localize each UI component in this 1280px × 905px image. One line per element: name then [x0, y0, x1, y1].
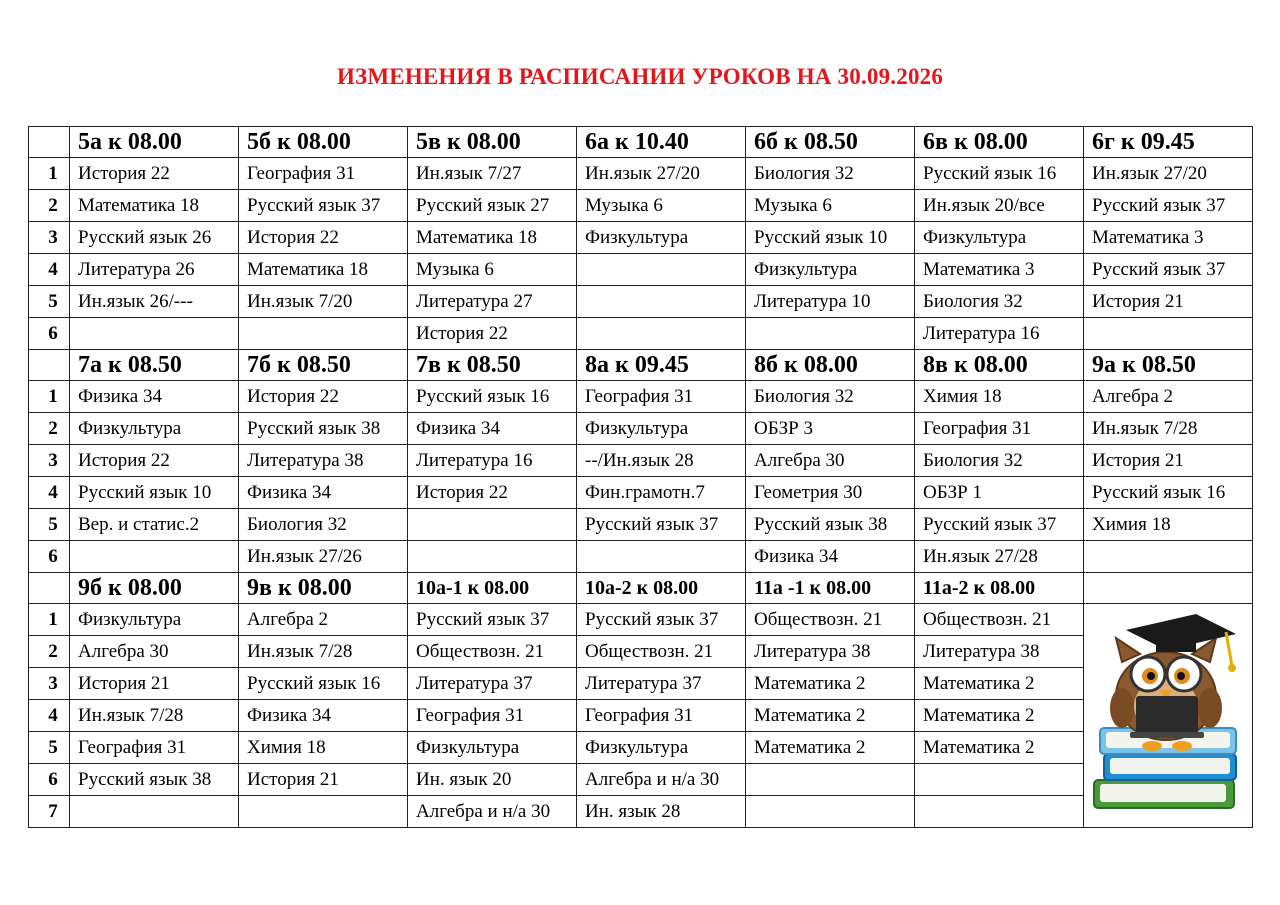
lesson-cell: [408, 541, 577, 573]
lesson-cell: Русский язык 37: [408, 604, 577, 636]
lesson-cell: Физкультура: [746, 254, 915, 286]
lesson-number: 2: [29, 413, 70, 445]
illustration-cell: [1084, 604, 1253, 828]
lesson-number: 2: [29, 636, 70, 668]
lesson-cell: Биология 32: [746, 381, 915, 413]
lesson-row: [29, 541, 1253, 573]
lesson-cell: Алгебра 30: [70, 636, 239, 668]
lesson-number: 2: [29, 190, 70, 222]
lesson-cell: ОБЗР 1: [915, 477, 1084, 509]
lesson-cell: Математика 18: [239, 254, 408, 286]
lesson-cell: История 22: [70, 445, 239, 477]
class-header-row: [29, 127, 1253, 158]
lesson-cell: Русский язык 16: [1084, 477, 1253, 509]
lesson-cell: География 31: [408, 700, 577, 732]
lesson-cell: История 21: [70, 668, 239, 700]
lesson-cell: Литература 27: [408, 286, 577, 318]
lesson-cell: Геометрия 30: [746, 477, 915, 509]
lesson-cell: Ин.язык 27/28: [915, 541, 1084, 573]
lesson-row: [29, 764, 1253, 796]
lesson-cell: Физкультура: [70, 604, 239, 636]
lesson-cell: Русский язык 37: [239, 190, 408, 222]
lesson-cell: [70, 541, 239, 573]
lesson-number: 3: [29, 222, 70, 254]
lesson-cell: --/Ин.язык 28: [577, 445, 746, 477]
lesson-cell: История 22: [408, 477, 577, 509]
lesson-cell: Математика 2: [915, 668, 1084, 700]
class-header: 10а-2 к 08.00: [577, 573, 746, 604]
corner-cell: [29, 573, 70, 604]
lesson-cell: Вер. и статис.2: [70, 509, 239, 541]
lesson-cell: Русский язык 16: [915, 158, 1084, 190]
lesson-row: [29, 222, 1253, 254]
class-header: 11а-2 к 08.00: [915, 573, 1084, 604]
lesson-cell: Алгебра и н/а 30: [408, 796, 577, 828]
lesson-cell: География 31: [577, 381, 746, 413]
lesson-cell: [1084, 318, 1253, 350]
class-header: 11а -1 к 08.00: [746, 573, 915, 604]
lesson-cell: Физика 34: [70, 381, 239, 413]
class-header: 9б к 08.00: [70, 573, 239, 604]
lesson-cell: Физкультура: [408, 732, 577, 764]
lesson-cell: Математика 2: [915, 700, 1084, 732]
lesson-row: [29, 190, 1253, 222]
lesson-cell: Физика 34: [408, 413, 577, 445]
lesson-cell: Физкультура: [915, 222, 1084, 254]
lesson-row: [29, 158, 1253, 190]
lesson-cell: История 21: [1084, 286, 1253, 318]
class-header: 6г к 09.45: [1084, 127, 1253, 158]
lesson-cell: Литература 10: [746, 286, 915, 318]
lesson-cell: Русский язык 37: [1084, 254, 1253, 286]
lesson-cell: География 31: [239, 158, 408, 190]
lesson-cell: Ин.язык 7/27: [408, 158, 577, 190]
lesson-cell: Русский язык 38: [70, 764, 239, 796]
lesson-cell: [746, 764, 915, 796]
lesson-cell: Фин.грамотн.7: [577, 477, 746, 509]
lesson-cell: Ин.язык 27/20: [577, 158, 746, 190]
lesson-cell: История 22: [239, 222, 408, 254]
lesson-cell: Физкультура: [577, 222, 746, 254]
lesson-cell: Математика 2: [915, 732, 1084, 764]
lesson-cell: [239, 796, 408, 828]
class-header: 6в к 08.00: [915, 127, 1084, 158]
lesson-cell: Математика 2: [746, 700, 915, 732]
lesson-cell: Музыка 6: [408, 254, 577, 286]
corner-cell: [29, 127, 70, 158]
lesson-cell: [577, 286, 746, 318]
lesson-cell: Алгебра 2: [1084, 381, 1253, 413]
class-header: 6б к 08.50: [746, 127, 915, 158]
lesson-number: 6: [29, 541, 70, 573]
lesson-cell: Ин.язык 7/28: [70, 700, 239, 732]
lesson-cell: [577, 541, 746, 573]
lesson-cell: Русский язык 16: [408, 381, 577, 413]
lesson-cell: Математика 18: [408, 222, 577, 254]
lesson-cell: Обществозн. 21: [408, 636, 577, 668]
lesson-row: [29, 445, 1253, 477]
lesson-number: 3: [29, 445, 70, 477]
lesson-cell: Ин.язык 7/20: [239, 286, 408, 318]
lesson-row: [29, 286, 1253, 318]
lesson-cell: Музыка 6: [577, 190, 746, 222]
lesson-cell: [70, 796, 239, 828]
lesson-cell: История 21: [1084, 445, 1253, 477]
lesson-cell: Русский язык 38: [239, 413, 408, 445]
schedule-table: [28, 126, 1253, 828]
lesson-cell: Биология 32: [915, 445, 1084, 477]
lesson-cell: История 22: [239, 381, 408, 413]
lesson-cell: История 21: [239, 764, 408, 796]
lesson-cell: Математика 18: [70, 190, 239, 222]
page-title: ИЗМЕНЕНИЯ В РАСПИСАНИИ УРОКОВ НА 30.09.2026: [336, 64, 944, 89]
lesson-cell: [239, 318, 408, 350]
lesson-cell: Физика 34: [239, 700, 408, 732]
lesson-row: [29, 318, 1253, 350]
lesson-number: 1: [29, 604, 70, 636]
lesson-cell: География 31: [70, 732, 239, 764]
lesson-cell: Ин.язык 7/28: [239, 636, 408, 668]
class-header: 6а к 10.40: [577, 127, 746, 158]
lesson-cell: Физика 34: [239, 477, 408, 509]
lesson-cell: Русский язык 37: [1084, 190, 1253, 222]
lesson-cell: [746, 796, 915, 828]
lesson-number: 4: [29, 477, 70, 509]
lesson-number: 7: [29, 796, 70, 828]
lesson-cell: Математика 2: [746, 668, 915, 700]
lesson-row: [29, 636, 1253, 668]
lesson-number: 3: [29, 668, 70, 700]
lesson-cell: Химия 18: [915, 381, 1084, 413]
lesson-row: [29, 604, 1253, 636]
lesson-cell: Русский язык 37: [915, 509, 1084, 541]
lesson-cell: Ин.язык 27/20: [1084, 158, 1253, 190]
lesson-cell: Алгебра 30: [746, 445, 915, 477]
lesson-cell: Литература 38: [746, 636, 915, 668]
lesson-cell: ОБЗР 3: [746, 413, 915, 445]
lesson-row: [29, 477, 1253, 509]
corner-cell: [29, 350, 70, 381]
lesson-row: [29, 509, 1253, 541]
lesson-cell: История 22: [70, 158, 239, 190]
lesson-cell: Литература 16: [408, 445, 577, 477]
lesson-cell: Русский язык 10: [746, 222, 915, 254]
class-header: 5б к 08.00: [239, 127, 408, 158]
class-header: 5а к 08.00: [70, 127, 239, 158]
lesson-cell: [746, 318, 915, 350]
lesson-cell: Биология 32: [239, 509, 408, 541]
lesson-number: 4: [29, 254, 70, 286]
lesson-cell: [70, 318, 239, 350]
lesson-cell: Русский язык 26: [70, 222, 239, 254]
lesson-cell: Литература 16: [915, 318, 1084, 350]
lesson-cell: Ин.язык 26/---: [70, 286, 239, 318]
lesson-cell: Математика 2: [746, 732, 915, 764]
lesson-cell: Русский язык 10: [70, 477, 239, 509]
class-header: 9а к 08.50: [1084, 350, 1253, 381]
lesson-number: 1: [29, 381, 70, 413]
class-header: 8а к 09.45: [577, 350, 746, 381]
lesson-row: [29, 732, 1253, 764]
lesson-cell: Русский язык 38: [746, 509, 915, 541]
lesson-cell: [577, 318, 746, 350]
class-header: 10а-1 к 08.00: [408, 573, 577, 604]
lesson-cell: Обществозн. 21: [577, 636, 746, 668]
lesson-cell: Математика 3: [1084, 222, 1253, 254]
lesson-cell: Русский язык 27: [408, 190, 577, 222]
lesson-cell: История 22: [408, 318, 577, 350]
lesson-number: 6: [29, 764, 70, 796]
lesson-cell: Ин. язык 28: [577, 796, 746, 828]
lesson-cell: [408, 509, 577, 541]
class-header: 7б к 08.50: [239, 350, 408, 381]
lesson-cell: Физкультура: [70, 413, 239, 445]
lesson-cell: [1084, 541, 1253, 573]
class-header-row: [29, 573, 1253, 604]
lesson-row: [29, 668, 1253, 700]
class-header: 7в к 08.50: [408, 350, 577, 381]
lesson-cell: Литература 38: [239, 445, 408, 477]
lesson-number: 4: [29, 700, 70, 732]
lesson-cell: Химия 18: [1084, 509, 1253, 541]
lesson-row: [29, 381, 1253, 413]
lesson-cell: Музыка 6: [746, 190, 915, 222]
lesson-row: [29, 796, 1253, 828]
lesson-row: [29, 254, 1253, 286]
lesson-cell: Литература 26: [70, 254, 239, 286]
lesson-cell: Русский язык 37: [577, 604, 746, 636]
lesson-cell: География 31: [577, 700, 746, 732]
lesson-number: 5: [29, 509, 70, 541]
lesson-cell: Литература 37: [577, 668, 746, 700]
class-header: 5в к 08.00: [408, 127, 577, 158]
class-header: 9в к 08.00: [239, 573, 408, 604]
class-header: 8в к 08.00: [915, 350, 1084, 381]
lesson-cell: Биология 32: [746, 158, 915, 190]
lesson-number: 6: [29, 318, 70, 350]
lesson-cell: [915, 796, 1084, 828]
lesson-cell: Русский язык 37: [577, 509, 746, 541]
lesson-row: [29, 700, 1253, 732]
lesson-cell: Обществозн. 21: [746, 604, 915, 636]
lesson-number: 5: [29, 286, 70, 318]
lesson-cell: Физкультура: [577, 732, 746, 764]
lesson-cell: География 31: [915, 413, 1084, 445]
owl-graduate-with-laptop-on-books-icon: [1086, 608, 1248, 824]
lesson-cell: Ин.язык 7/28: [1084, 413, 1253, 445]
lesson-cell: Литература 38: [915, 636, 1084, 668]
lesson-cell: Математика 3: [915, 254, 1084, 286]
class-header: 8б к 08.00: [746, 350, 915, 381]
lesson-cell: [577, 254, 746, 286]
lesson-number: 5: [29, 732, 70, 764]
lesson-cell: Ин. язык 20: [408, 764, 577, 796]
lesson-cell: Ин.язык 20/все: [915, 190, 1084, 222]
lesson-cell: Алгебра 2: [239, 604, 408, 636]
class-header: [1084, 573, 1253, 604]
lesson-cell: [915, 764, 1084, 796]
lesson-cell: Физкультура: [577, 413, 746, 445]
lesson-cell: Обществозн. 21: [915, 604, 1084, 636]
class-header: 7а к 08.50: [70, 350, 239, 381]
lesson-cell: Биология 32: [915, 286, 1084, 318]
lesson-cell: Химия 18: [239, 732, 408, 764]
lesson-cell: Ин.язык 27/26: [239, 541, 408, 573]
class-header-row: [29, 350, 1253, 381]
lesson-cell: Литература 37: [408, 668, 577, 700]
lesson-cell: Алгебра и н/а 30: [577, 764, 746, 796]
lesson-cell: Физика 34: [746, 541, 915, 573]
lesson-row: [29, 413, 1253, 445]
lesson-number: 1: [29, 158, 70, 190]
lesson-cell: Русский язык 16: [239, 668, 408, 700]
